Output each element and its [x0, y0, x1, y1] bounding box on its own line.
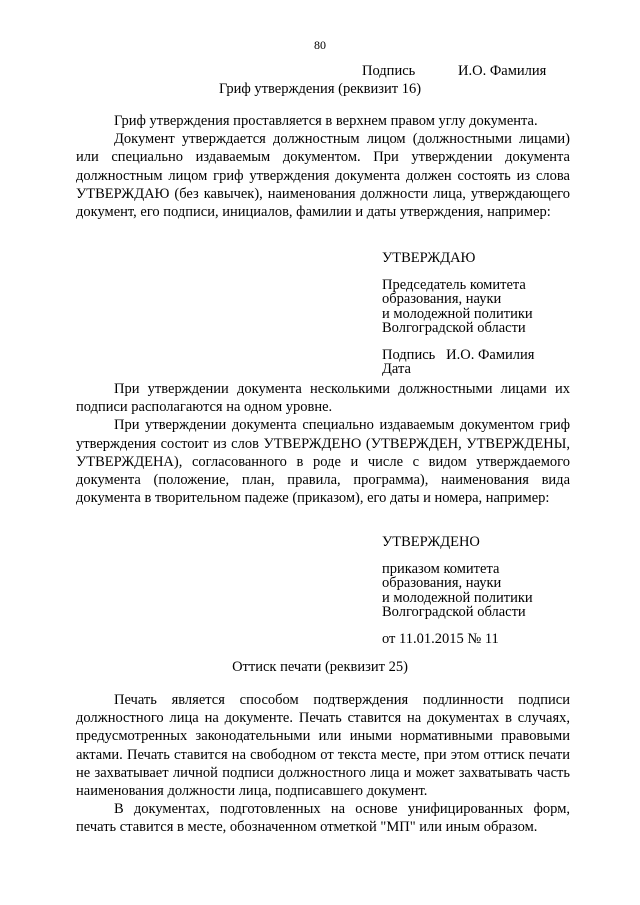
position-line: Волгоградской области — [382, 320, 526, 336]
signature-name: И.О. Фамилия — [458, 63, 547, 79]
position-line: образования, науки — [382, 291, 502, 307]
text-block-1 — [76, 112, 570, 221]
approval-signature: Подпись И.О. Фамилия — [382, 346, 535, 363]
order-line: образования, науки — [382, 575, 502, 591]
approval-example-1 — [382, 251, 534, 377]
position-line: Председатель комитета — [382, 276, 526, 293]
heading-seal-imprint: Оттиск печати (реквизит 25) — [232, 659, 408, 675]
heading-approval-stamp: Гриф утверждения (реквизит 16) — [218, 81, 422, 97]
paragraph: Печать является способом подтверждения подлинности подписи должностного лица на документе. Печать ставится на документах в случаях, предусмотренных законодательными или иными нормативными правовыми актами. Печать ставится на свободном от текста месте, при этом оттиск печати не захватывает личной подписи должностного лица и может захватывать часть наименования должности лица, подписавшего документ. — [76, 692, 570, 800]
approval-date: Дата — [382, 361, 411, 377]
paragraph: Гриф утверждения проставляется в верхнем правом углу документа. — [114, 113, 538, 129]
text-block-3 — [76, 691, 570, 837]
order-line: и молодежной политики — [382, 589, 533, 606]
signature-label: Подпись — [362, 63, 416, 79]
approval-title: УТВЕРЖДАЮ — [382, 250, 476, 266]
paragraph: При утверждении документа специально издаваемым документом гриф утверждения состоит из слов УТВЕРЖДЕНО (УТВЕРЖДЕН, УТВЕРЖДЕНЫ, УТВЕРЖДЕНА), согласованного в роде и числе с видом утверждаемого документа (положение, план, правила, программа), наименования вида документа в творительном падеже (приказом), его даты и номера, например: — [76, 417, 570, 507]
order-line: Волгоградской области — [382, 604, 526, 620]
page-number: 80 — [314, 38, 326, 52]
paragraph: В документах, подготовленных на основе унифицированных форм, печать ставится в месте, обозначенном отметкой "МП" или иным образом. — [76, 801, 570, 836]
position-line: и молодежной политики — [382, 305, 533, 322]
paragraph: Документ утверждается должностным лицом (должностными лицами) или специально издаваемым документом. При утверждении документа должностным лицом гриф утверждения документа должен состоять из слова УТВЕРЖДАЮ (без кавычек), наименования должности лица, утверждающего документ, его подписи, инициалов, фамилии и даты утверждения, например: — [76, 131, 570, 221]
order-date-number: от 11.01.2015 № 11 — [382, 630, 499, 647]
paragraph: При утверждении документа несколькими должностными лицами их подписи располагаются на одном уровне. — [76, 381, 570, 416]
approval-title: УТВЕРЖДЕНО — [382, 534, 480, 550]
approval-example-2 — [382, 535, 533, 646]
text-block-2 — [76, 380, 570, 507]
order-line: приказом комитета — [382, 560, 500, 577]
